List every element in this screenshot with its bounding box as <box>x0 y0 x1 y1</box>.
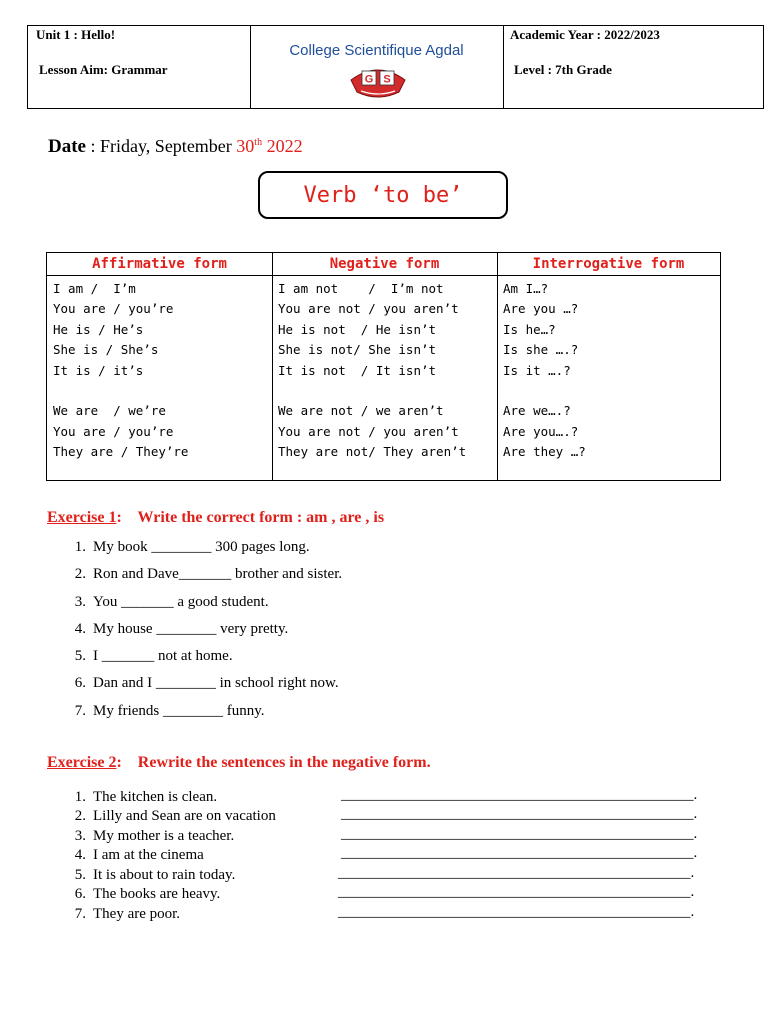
table-cell: She is not/ She isn’t <box>278 342 437 358</box>
list-item: 6. The books are heavy. <box>74 886 221 902</box>
exercise-2-instruction: Rewrite the sentences in the negative form. <box>137 754 431 771</box>
table-cell: They are / They’re <box>53 444 189 460</box>
list-item: 4. I am at the cinema <box>74 847 204 863</box>
negative-list <box>272 276 497 463</box>
negative-header: Negative form <box>272 253 497 276</box>
header-table <box>27 25 764 109</box>
date-day-suffix: th <box>254 137 263 148</box>
exercise-2-title: Exercise 2: Rewrite the sentences in the negative form. <box>47 754 431 771</box>
school-name: College Scientifique Agdal <box>289 42 464 59</box>
table-cell: Are you….? <box>503 423 579 439</box>
interrogative-header: Interrogative form <box>497 253 720 276</box>
grade-level: Level : 7th Grade <box>514 62 612 77</box>
header-left-cell <box>28 26 251 108</box>
table-cell: He is / He’s <box>53 321 144 337</box>
lesson-title-box <box>258 171 508 219</box>
header-center-cell <box>250 26 504 108</box>
list-item: 6. Dan and I ________ in school right now. <box>74 675 339 691</box>
exercise-1-instruction: Write the correct form : am , are , is <box>137 509 385 526</box>
verb-forms-table <box>46 252 721 481</box>
date-label: Date <box>48 136 86 157</box>
table-cell: It is / it’s <box>53 362 144 378</box>
logo-letter-s: S <box>383 73 391 86</box>
table-cell: You are not / you aren’t <box>278 301 459 317</box>
list-item: 7. My friends ________ funny. <box>74 703 265 719</box>
list-item: 2. Ron and Dave_______ brother and sister. <box>74 566 343 582</box>
lesson-aim: Lesson Aim: Grammar <box>39 62 168 77</box>
exercise-1-title: Exercise 1: Write the correct form : am , are , is <box>47 509 385 526</box>
table-cell <box>53 381 272 401</box>
interrogative-column <box>497 253 720 480</box>
table-cell: Am I…? <box>503 281 549 296</box>
table-cell: You are not / you aren’t <box>278 423 459 439</box>
lesson-title: Verb ‘to be’ <box>303 182 463 208</box>
table-cell: You are / you’re <box>53 423 174 439</box>
date-line <box>48 136 303 158</box>
table-cell: We are not / we aren’t <box>278 403 444 419</box>
answer-blank: _______________________________________________. <box>338 884 695 900</box>
answer-blank: _______________________________________________. <box>341 826 698 842</box>
table-cell: She is / She’s <box>53 342 159 358</box>
list-item: 3. My mother is a teacher. <box>74 828 235 844</box>
table-cell: I am / I’m <box>53 281 136 296</box>
school-logo-icon <box>347 64 409 98</box>
table-cell: Are you …? <box>503 301 579 317</box>
affirmative-column <box>47 253 273 480</box>
answer-blank: _______________________________________________. <box>341 787 698 803</box>
list-item: 1. My book ________ 300 pages long. <box>74 539 310 555</box>
list-item: 1. The kitchen is clean. <box>74 789 218 805</box>
exercise-2-label: Exercise 2 <box>47 754 117 771</box>
table-cell: Are we….? <box>503 403 571 419</box>
affirmative-list <box>47 276 272 463</box>
answer-blank: _______________________________________________. <box>338 865 695 881</box>
unit-label: Unit 1 : Hello! <box>36 27 116 42</box>
table-cell: Is it ….? <box>503 362 571 378</box>
interrogative-list <box>497 276 720 463</box>
answer-blank: _______________________________________________. <box>341 845 698 861</box>
table-cell: We are / we’re <box>53 403 166 419</box>
table-cell <box>278 381 497 401</box>
table-cell: He is not / He isn’t <box>278 321 437 337</box>
date-weekday-month: : Friday, September <box>85 136 237 156</box>
academic-year: Academic Year : 2022/2023 <box>510 27 660 42</box>
table-cell: You are / you’re <box>53 301 174 317</box>
list-item: 4. My house ________ very pretty. <box>74 621 289 637</box>
answer-blank: _______________________________________________. <box>341 806 698 822</box>
list-item: 2. Lilly and Sean are on vacation <box>74 808 276 824</box>
table-cell: Are they …? <box>503 444 586 460</box>
date-year: 2022 <box>262 136 303 156</box>
exercise-1-label: Exercise 1 <box>47 509 117 526</box>
list-item: 7. They are poor. <box>74 906 181 922</box>
logo-letter-g: G <box>364 73 374 86</box>
table-cell: Is she ….? <box>503 342 579 358</box>
answer-blank: _______________________________________________. <box>338 904 695 920</box>
header-right-cell <box>503 26 763 108</box>
affirmative-header: Affirmative form <box>47 253 272 276</box>
table-cell <box>503 381 720 401</box>
negative-column <box>272 253 498 480</box>
list-item: 5. It is about to rain today. <box>74 867 236 883</box>
table-cell: They are not/ They aren’t <box>278 444 467 460</box>
list-item: 3. You _______ a good student. <box>74 594 269 610</box>
list-item: 5. I _______ not at home. <box>74 648 233 664</box>
date-day: 30 <box>236 136 255 156</box>
table-cell: I am not / I’m not <box>278 281 444 296</box>
table-cell: It is not / It isn’t <box>278 362 437 378</box>
table-cell: Is he…? <box>503 321 556 337</box>
